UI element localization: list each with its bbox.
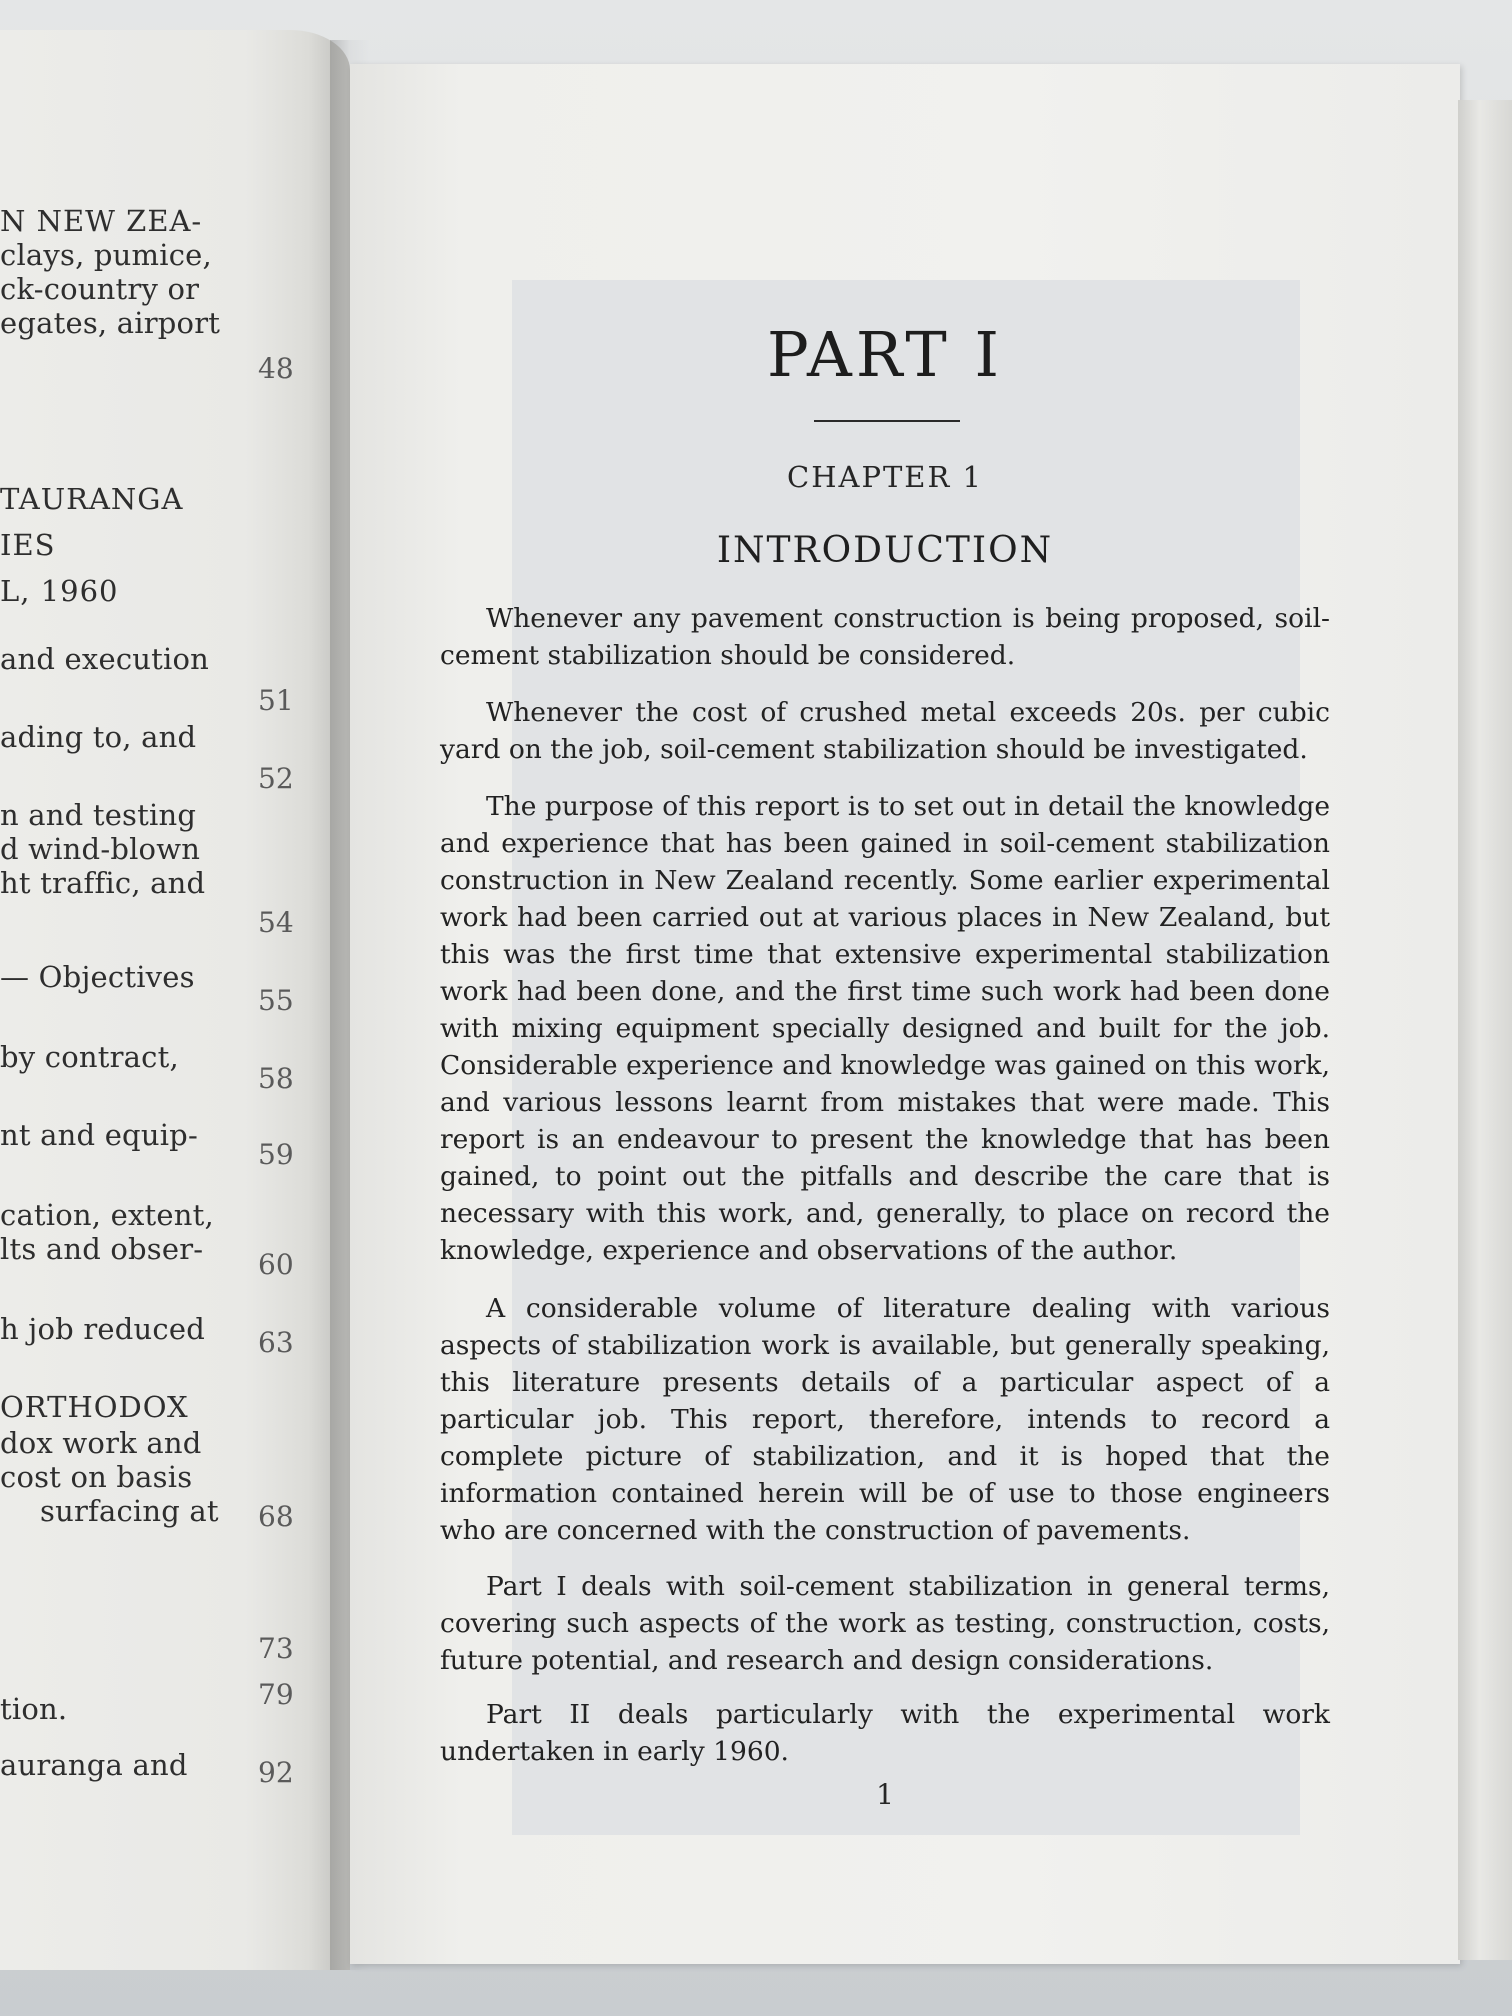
paragraph xyxy=(440,1696,1330,1770)
toc-page-number: 55 xyxy=(258,984,294,1017)
toc-page-number: 48 xyxy=(258,352,294,385)
left-page xyxy=(0,30,350,1970)
toc-line: and execution xyxy=(0,642,210,676)
toc-page-number: 51 xyxy=(258,684,294,717)
toc-line: h job reduced xyxy=(0,1312,205,1346)
title-rule xyxy=(814,420,960,422)
paragraph-text: Whenever the cost of crushed metal exceeds 20s. per cubic yard on the job, soil-cement stabilization should be investigated. xyxy=(440,697,1330,765)
toc-page-number: 59 xyxy=(258,1138,294,1171)
toc-page-number: 60 xyxy=(258,1248,294,1281)
toc-page-number: 52 xyxy=(258,762,294,795)
toc-line: ck-country or xyxy=(0,272,200,306)
page-number: 1 xyxy=(876,1778,894,1811)
toc-page-number: 92 xyxy=(258,1756,294,1789)
toc-line: egates, airport xyxy=(0,306,221,340)
toc-line: tion. xyxy=(0,1692,68,1726)
toc-line: cation, extent, xyxy=(0,1198,214,1232)
toc-line: ht traffic, and xyxy=(0,866,206,900)
toc-line: lts and obser- xyxy=(0,1232,204,1266)
toc-line: cost on basis xyxy=(0,1460,193,1494)
toc-page-number: 68 xyxy=(258,1500,294,1533)
chapter-heading: INTRODUCTION xyxy=(716,530,1054,571)
paragraph-text: The purpose of this report is to set out in detail the knowledge and experience that has been gained in soil-cement stabilization construction in New Zealand recently. Some earlier experimental work had been carried out at various places in New Zealand, but this was the first time that extensive experimental stabilization work had been done, and the first time such work had been done with mixing equipment specially designed and built for the job. Considerable experience and knowledge was gained on this work, and various lessons learnt from mistakes that were made. This report is an endeavour to present the knowledge that has been gained, to point out the pitfalls and describe the care that is necessary with this work, and, generally, to place on record the knowledge, experience and observations of the author. xyxy=(440,791,1330,1266)
toc-line: L, 1960 xyxy=(0,574,119,608)
paragraph xyxy=(440,694,1330,768)
paragraph-text: A considerable volume of literature dealing with various aspects of stabilization work is available, but generally speaking, this literature presents details of a particular aspect of a particular job. This report, therefore, intends to record a complete picture of stabilization, and it is hoped that the information contained herein will be of use to those engineers who are concerned with the construction of pavements. xyxy=(440,1293,1330,1546)
toc-page-number: 73 xyxy=(258,1632,294,1665)
paragraph-text: Part I deals with soil-cement stabilization in general terms, covering such aspects of the work as testing, construction, costs, future potential, and research and design considerations. xyxy=(440,1571,1330,1676)
paragraph-text: Whenever any pavement construction is being proposed, soil-cement stabilization should be considered. xyxy=(440,603,1330,671)
toc-line: IES xyxy=(0,528,56,562)
toc-page-number: 79 xyxy=(258,1678,294,1711)
toc-line: dox work and xyxy=(0,1426,202,1460)
paragraph xyxy=(440,600,1330,674)
paragraph xyxy=(440,788,1330,1269)
paragraph xyxy=(440,1568,1330,1679)
toc-page-number: 54 xyxy=(258,906,294,939)
toc-page-number: 63 xyxy=(258,1326,294,1359)
toc-line: auranga and xyxy=(0,1748,188,1782)
chapter-label: CHAPTER 1 xyxy=(787,460,983,494)
toc-line: N NEW ZEA- xyxy=(0,204,203,238)
paragraph-text: Part II deals particularly with the experimental work undertaken in early 1960. xyxy=(440,1699,1330,1767)
toc-line: TAURANGA xyxy=(0,482,184,516)
part-title: PART I xyxy=(767,318,1003,391)
toc-line: by contract, xyxy=(0,1040,179,1074)
toc-page-number: 58 xyxy=(258,1062,294,1095)
toc-line: d wind-blown xyxy=(0,832,201,866)
toc-line: — Objectives xyxy=(0,960,195,994)
toc-line: ORTHODOX xyxy=(0,1390,189,1424)
toc-line: surfacing at xyxy=(40,1494,219,1528)
page-edge xyxy=(1458,100,1512,1960)
toc-line: clays, pumice, xyxy=(0,238,212,272)
toc-line: nt and equip- xyxy=(0,1118,198,1152)
paragraph xyxy=(440,1290,1330,1549)
toc-line: n and testing xyxy=(0,798,197,832)
toc-line: ading to, and xyxy=(0,720,197,754)
